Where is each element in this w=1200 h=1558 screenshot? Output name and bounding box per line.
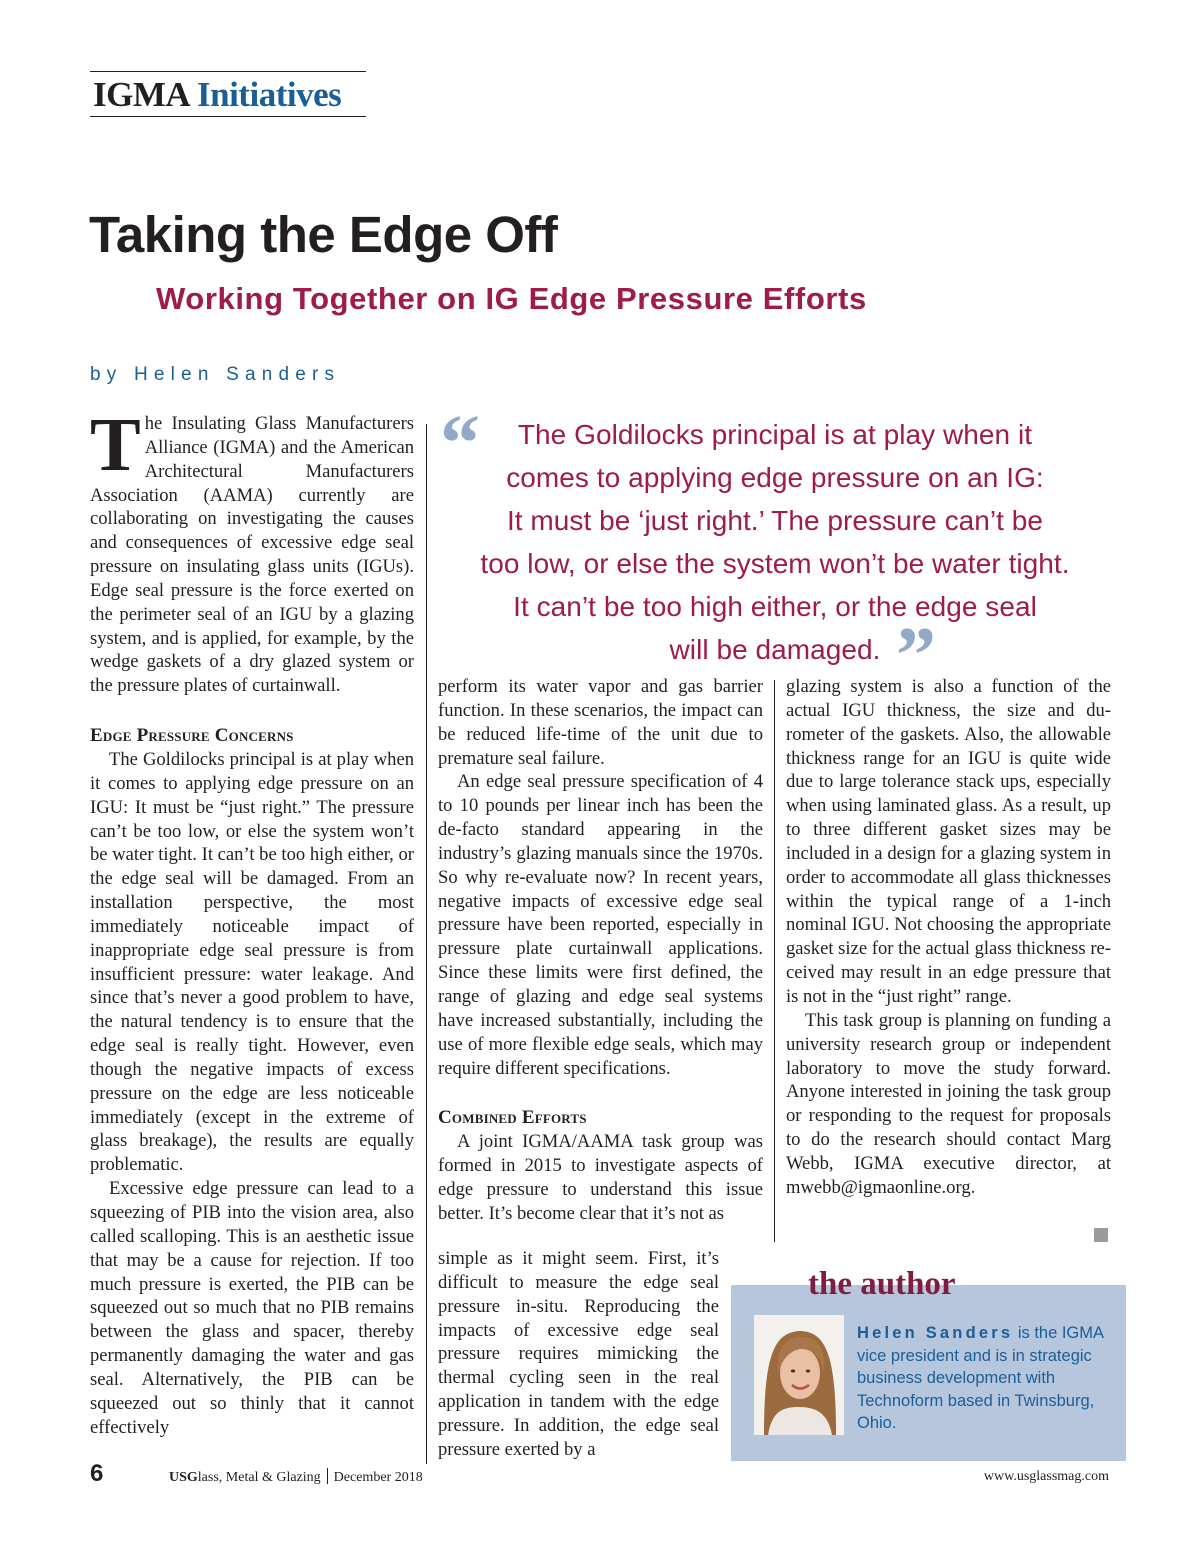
publication-date: December 2018: [333, 1470, 423, 1485]
pull-quote-line: comes to applying edge pressure on an IG:: [506, 462, 1044, 493]
quote-close-icon: ”: [896, 612, 936, 700]
pull-quote-line: too low, or else the system won’t be water tight.: [480, 548, 1070, 579]
footer-separator: [327, 1468, 328, 1484]
column-divider: [426, 424, 427, 1464]
article-subtitle: Working Together on IG Edge Pressure Efforts: [156, 281, 867, 316]
column-middle: [438, 675, 763, 1226]
quote-open-icon: “: [440, 400, 480, 488]
author-bio: [857, 1322, 1117, 1435]
paragraph: This task group is planning on funding a university research group or independent laboratory to move the study forward. Anyone interested in joining the task group or responding to the request for proposals to do the research should contact Marg Webb, IGMA executive director, at mwebb@igmaonline.org.: [786, 1009, 1111, 1198]
page-number: 6: [90, 1460, 104, 1487]
section-tag: [90, 71, 366, 117]
paragraph: simple as it might seem. First, it’s difficult to measure the edge seal pressure in-situ. Reproducing the impacts of excessive edge seal pressure requires mimicking the thermal cycling seen in the real application in tandem with the edge pressure. In addition, the edge seal pressure exerted by a: [438, 1248, 719, 1460]
author-bio-text: the IGMA vice president and is in strategic business development with Technoform based in Twinsburg, Ohio.: [857, 1324, 1104, 1432]
website-url[interactable]: www.usglassmag.com: [983, 1469, 1109, 1484]
pull-quote-line: The Goldilocks principal is at play when it: [517, 419, 1033, 450]
author-name-suffix: is: [1013, 1324, 1030, 1342]
pull-quote-line: It can’t be too high either, or the edge seal: [513, 591, 1037, 622]
pull-quote-line: will be damaged.: [669, 634, 881, 665]
byline: by Helen Sanders: [90, 364, 341, 385]
page-footer: [0, 1460, 1200, 1500]
intro-paragraph: [90, 403, 414, 698]
publication-name-rest: lass, Metal & Glazing: [197, 1470, 321, 1485]
paragraph: perform its water vapor and gas barrier function. In these scenarios, the impact can be reduced life-time of the unit due to premature seal failure.: [438, 676, 763, 769]
publication-name-bold: USG: [169, 1470, 198, 1485]
section-tag-igma: IGMA: [93, 75, 191, 114]
pull-quote: [430, 413, 1120, 671]
paragraph: An edge seal pressure specification of 4 to 10 pounds per linear inch has been the de-facto standard appearing in the industry’s glazing manuals since the 1970s. So why re-evaluate now? In recent years, negative impacts of excessive edge seal pressure have been reported, especially in pressure plate curtainwall applications. Since these limits were first defined, the range of glazing and edge seal systems have increased substantially, including the use of more flexible edge seals, which may require different specifications.: [438, 771, 763, 1079]
column-right: [786, 675, 1111, 1200]
author-photo: [754, 1315, 844, 1435]
pull-quote-line: It must be ‘just right.’ The pressure can’t be: [506, 505, 1044, 536]
drop-cap: T: [90, 403, 141, 487]
intro-text: he Insulating Glass Manufacturers Alliance (IGMA) and the American Architectural Manufacturers Association (AAMA) currently are collaborating on investigating the causes and consequences of excessive edge seal pressure on insulating glass units (IGUs). Edge seal pressure is the force exerted on the perimeter seal of an IGU by a glazing system, and is applied, for example, by the wedge gaskets of a dry glazed system or the pressure plates of curtainwall.: [90, 413, 414, 697]
paragraph: A joint IGMA/AAMA task group was formed in 2015 to investigate aspects of edge pressure to understand this issue better. It’s become clear that it’s not as: [438, 1131, 763, 1224]
article-title: Taking the Edge Off: [89, 206, 558, 263]
column-left: [90, 403, 414, 1439]
author-heading: the author: [808, 1266, 956, 1302]
publication-name: [169, 1468, 423, 1487]
column-middle-continued: [438, 1247, 719, 1462]
section-heading-combined-efforts: Combined Efforts: [438, 1107, 587, 1129]
section-heading-edge-pressure: Edge Pressure Concerns: [90, 725, 294, 747]
paragraph: Excessive edge pressure can lead to a squeezing of PIB into the vision area, also called scalloping. This is an aesthetic issue that may be a cause for rejection. If too much pressure is exerted, the PIB can be squeezed out so much that no PIB remains between the glass and spacer, thereby permanently damaging the water and gas seal. Alternatively, the PIB can be squeezed out so thinly that it cannot effectively: [90, 1178, 414, 1438]
paragraph: The Goldilocks principal is at play when it comes to applying edge pressure on an IGU: It must be “just right.” The pressure can’t be too low, or else the system won’t be water tight. It can’t be too high either, or the edge seal will be damaged. From an installation perspective, the most immediately noticeable impact of inappropriate edge seal pressure is from insufficient pressure: water leakage. And since that’s never a good problem to have, the natural tendency is to ensure that the edge seal is really tight. However, even though the negative impacts of excess pressure on the edge are less noticeable immediately (except in the extreme of glass breakage), the results are equally problematic.: [90, 748, 414, 1176]
author-name: Helen Sanders: [857, 1324, 1014, 1342]
section-tag-initiatives: Initiatives: [197, 75, 342, 114]
column-divider: [774, 680, 775, 1242]
author-portrait-icon: [754, 1315, 844, 1435]
paragraph: glazing system is also a function of the actual IGU thickness, the size and durometer of the gaskets. Also, the allowable thickness range for an IGU is quite wide due to large tolerance stack ups, especially when using laminated glass. As a result, up to three different gasket sizes may be included in a design for a glazing system in order to accommodate all glass thicknesses within the typical range of a 1-inch nominal IGU. Not choosing the appropriate gasket size for the actual glass thickness received may result in an edge pressure that is not in the “just right” range.: [786, 676, 1111, 1007]
end-mark-icon: [1094, 1228, 1108, 1242]
